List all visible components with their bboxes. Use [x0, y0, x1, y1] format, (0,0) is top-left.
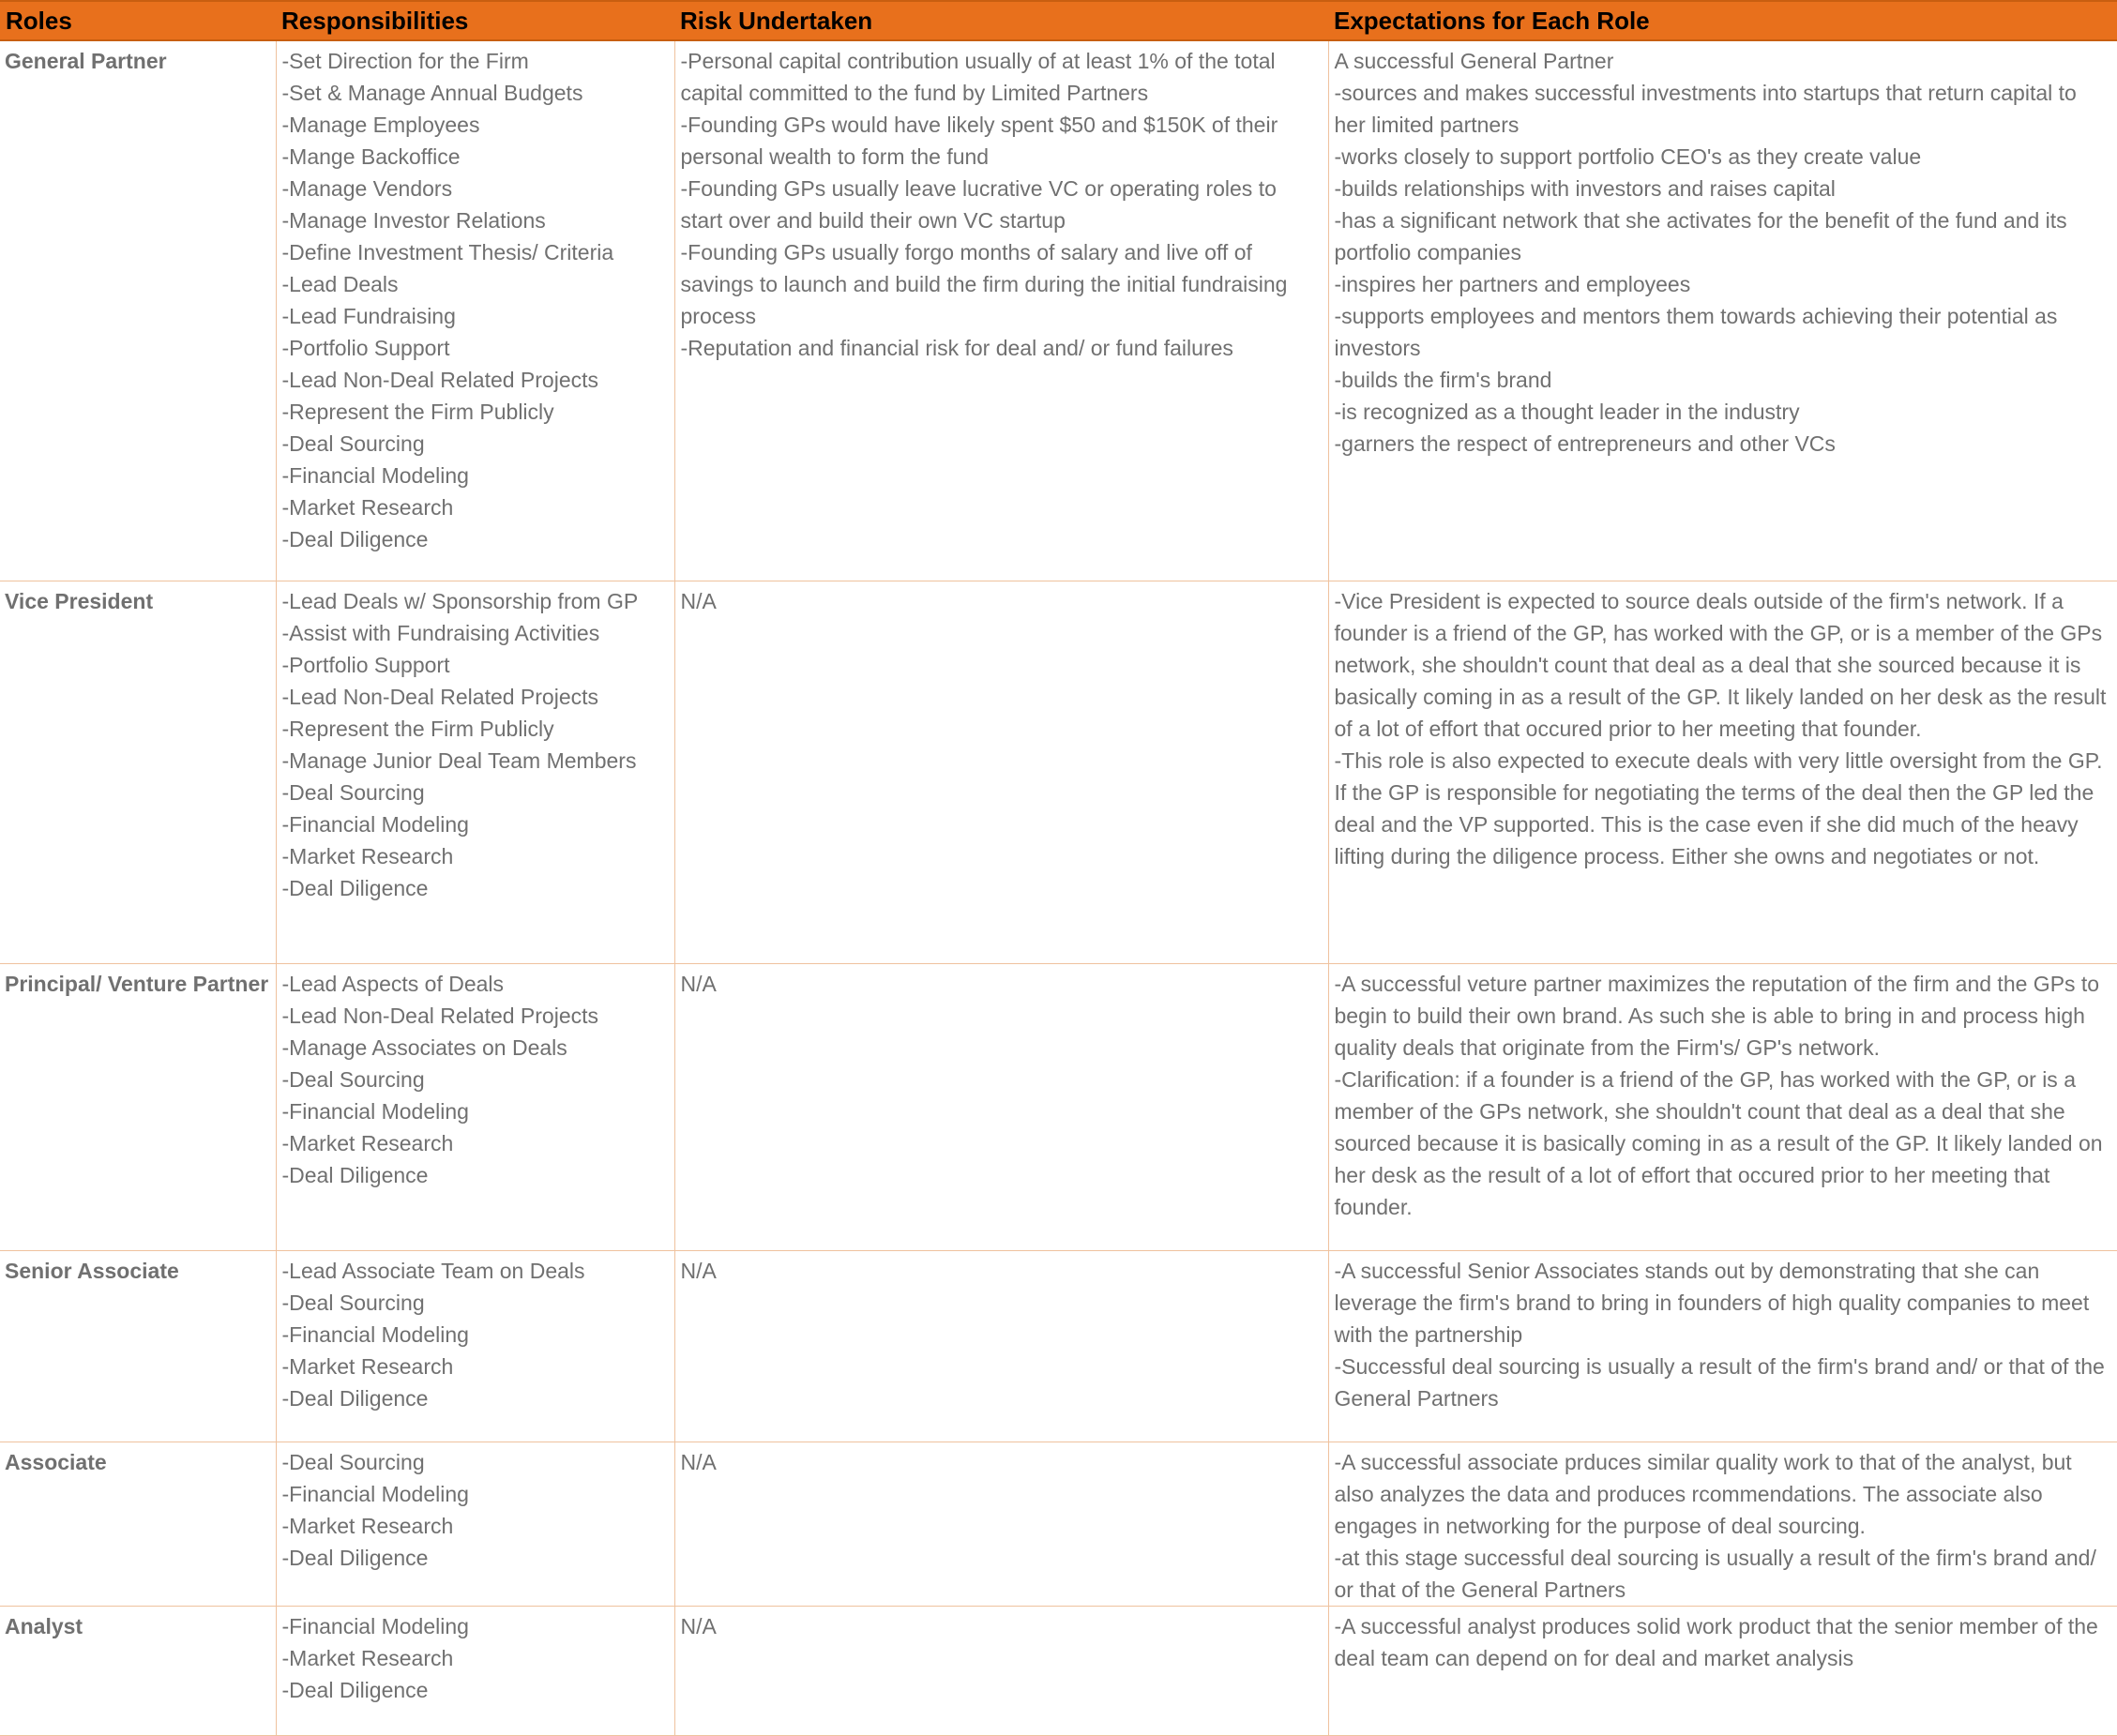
expectation-item: -inspires her partners and employees	[1334, 272, 1691, 296]
responsibilities-cell[interactable]	[276, 40, 674, 581]
header-row	[0, 1, 2117, 40]
responsibility-item: -Set & Manage Annual Budgets	[281, 81, 583, 105]
responsibility-item: -Deal Diligence	[281, 1677, 429, 1702]
responsibility-item: -Portfolio Support	[281, 652, 450, 677]
risk-item: N/A	[680, 588, 717, 613]
responsibility-item: -Financial Modeling	[281, 811, 469, 837]
expectation-item: -A successful veture partner maximizes the reputation of the firm and the GPs to begin to build their own brand. As such she is able to bring in and process high quality deals that originate from the Firm's/ GP's network.	[1334, 971, 2100, 1060]
role-cell[interactable]: Analyst	[0, 1606, 276, 1735]
responsibility-item: -Lead Deals w/ Sponsorship from GP	[281, 588, 639, 613]
responsibility-item: -Represent the Firm Publicly	[281, 400, 554, 424]
role-cell[interactable]: Senior Associate	[0, 1250, 276, 1442]
role-cell[interactable]: Principal/ Venture Partner	[0, 963, 276, 1250]
responsibility-item: -Lead Deals	[281, 272, 399, 296]
responsibility-item: -Deal Diligence	[281, 1545, 429, 1570]
expectation-item: -Vice President is expected to source deals outside of the firm's network. If a founder is a friend of the GP, has worked with the GP, or is a member of the GPs network, she shouldn't count that deal as a deal that she sourced because it is basically coming in as a result of the GP. It likely landed on her desk as the result of a lot of effort that occured prior to her meeting that founder.	[1334, 588, 2107, 741]
expectation-item: -A successful Senior Associates stands out by demonstrating that she can leverage the firm's brand to bring in founders of high quality companies to meet with the partnership	[1334, 1258, 2090, 1347]
responsibility-item: -Market Research	[281, 1513, 454, 1538]
table-row	[0, 1442, 2117, 1606]
header-expectations[interactable]: Expectations for Each Role	[1328, 1, 2117, 40]
responsibility-item: -Deal Diligence	[281, 1385, 429, 1411]
responsibility-item: -Market Research	[281, 1645, 454, 1670]
responsibility-item: -Deal Sourcing	[281, 1290, 425, 1315]
header-roles[interactable]: Roles	[0, 1, 276, 40]
expectations-cell[interactable]	[1328, 1250, 2117, 1442]
responsibilities-cell[interactable]	[276, 963, 674, 1250]
expectation-item: -works closely to support portfolio CEO's as they create value	[1334, 144, 1922, 169]
expectation-item: -A successful analyst produces solid work product that the senior member of the deal team can depend on for deal and market analysis	[1334, 1613, 2098, 1670]
responsibility-item: -Financial Modeling	[281, 1321, 469, 1347]
responsibility-item: -Portfolio Support	[281, 336, 450, 360]
role-cell[interactable]: General Partner	[0, 40, 276, 581]
responsibility-item: -Market Research	[281, 495, 454, 520]
expectation-item: -Successful deal sourcing is usually a result of the firm's brand and/ or that of the General Partners	[1334, 1353, 2105, 1411]
responsibility-item: -Define Investment Thesis/ Criteria	[281, 240, 614, 264]
risk-item: -Founding GPs usually forgo months of salary and live off of savings to launch and build the firm during the initial fundraising process	[680, 240, 1288, 328]
expectation-item: -sources and makes successful investments into startups that return capital to her limited partners	[1334, 81, 2077, 137]
responsibility-item: -Manage Investor Relations	[281, 208, 546, 233]
responsibility-item: -Deal Sourcing	[281, 779, 425, 805]
responsibility-item: -Lead Aspects of Deals	[281, 971, 505, 996]
responsibility-item: -Financial Modeling	[281, 463, 469, 488]
expectations-cell[interactable]	[1328, 963, 2117, 1250]
risk-item: -Personal capital contribution usually of at least 1% of the total capital committed to the fund by Limited Partners	[680, 49, 1276, 105]
responsibilities-cell[interactable]	[276, 1250, 674, 1442]
risk-item: -Founding GPs usually leave lucrative VC or operating roles to start over and build their own VC startup	[680, 176, 1277, 233]
table-row	[0, 1606, 2117, 1735]
expectations-cell[interactable]	[1328, 1442, 2117, 1606]
table-row	[0, 40, 2117, 581]
risk-cell[interactable]	[674, 40, 1328, 581]
header-responsibilities[interactable]: Responsibilities	[276, 1, 674, 40]
table-row	[0, 581, 2117, 963]
expectation-item: A successful General Partner	[1334, 49, 1614, 73]
responsibility-item: -Lead Non-Deal Related Projects	[281, 684, 599, 709]
role-cell[interactable]: Associate	[0, 1442, 276, 1606]
risk-item: N/A	[680, 1449, 717, 1474]
responsibility-item: -Deal Diligence	[281, 1162, 429, 1187]
risk-cell[interactable]	[674, 1250, 1328, 1442]
risk-cell[interactable]	[674, 963, 1328, 1250]
table-row	[0, 963, 2117, 1250]
responsibility-item: -Manage Vendors	[281, 176, 453, 201]
risk-item: -Founding GPs would have likely spent $50 and $150K of their personal wealth to form the fund	[680, 113, 1278, 169]
expectation-item: -A successful associate prduces similar quality work to that of the analyst, but also analyzes the data and produces rcommendations. The associate also engages in networking for the purpose of deal sourcing.	[1334, 1449, 2072, 1538]
risk-item: N/A	[680, 971, 717, 996]
responsibility-item: -Market Research	[281, 843, 454, 868]
responsibilities-cell[interactable]	[276, 1442, 674, 1606]
risk-cell[interactable]	[674, 1606, 1328, 1735]
responsibility-item: -Manage Associates on Deals	[281, 1034, 567, 1060]
table-body	[0, 40, 2117, 1735]
responsibilities-cell[interactable]	[276, 581, 674, 963]
responsibility-item: -Lead Associate Team on Deals	[281, 1258, 585, 1283]
expectation-item: -Clarification: if a founder is a friend of the GP, has worked with the GP, or is a member of the GPs network, she shouldn't count that deal as a deal that she sourced because it is basically coming in as a result of the GP. It likely landed on her desk as the result of a lot of effort that occured prior to her meeting that founder.	[1334, 1066, 2103, 1219]
expectations-cell[interactable]	[1328, 581, 2117, 963]
responsibility-item: -Set Direction for the Firm	[281, 49, 529, 73]
responsibilities-cell[interactable]	[276, 1606, 674, 1735]
responsibility-item: -Market Research	[281, 1130, 454, 1155]
responsibility-item: -Represent the Firm Publicly	[281, 716, 554, 741]
responsibility-item: -Manage Employees	[281, 113, 480, 137]
expectation-item: -garners the respect of entrepreneurs and other VCs	[1334, 431, 1836, 456]
responsibility-item: -Financial Modeling	[281, 1613, 469, 1638]
risk-cell[interactable]	[674, 581, 1328, 963]
expectation-item: -builds relationships with investors and raises capital	[1334, 176, 1836, 201]
risk-item: N/A	[680, 1258, 717, 1283]
responsibility-item: -Lead Non-Deal Related Projects	[281, 368, 599, 392]
responsibility-item: -Lead Non-Deal Related Projects	[281, 1003, 599, 1028]
responsibility-item: -Deal Sourcing	[281, 1449, 425, 1474]
role-cell[interactable]: Vice President	[0, 581, 276, 963]
expectation-item: -supports employees and mentors them towards achieving their potential as investors	[1334, 304, 2058, 360]
responsibility-item: -Deal Diligence	[281, 527, 429, 551]
risk-item: -Reputation and financial risk for deal and/ or fund failures	[680, 336, 1233, 360]
responsibility-item: -Deal Diligence	[281, 875, 429, 900]
expectation-item: -at this stage successful deal sourcing is usually a result of the firm's brand and/ or that of the General Partners	[1334, 1545, 2096, 1602]
expectation-item: -has a significant network that she activates for the benefit of the fund and its portfolio companies	[1334, 208, 2067, 264]
responsibility-item: -Deal Sourcing	[281, 431, 425, 456]
table-row	[0, 1250, 2117, 1442]
responsibility-item: -Manage Junior Deal Team Members	[281, 747, 637, 773]
risk-item: N/A	[680, 1613, 717, 1638]
responsibility-item: -Financial Modeling	[281, 1098, 469, 1124]
expectation-item: -This role is also expected to execute deals with very little oversight from the GP. If the GP is responsible for negotiating the terms of the deal then the GP led the deal and the VP supported. This is the case even if she did much of the heavy lifting during the diligence process. Either she owns and negotiates or not.	[1334, 747, 2103, 868]
expectations-cell[interactable]	[1328, 40, 2117, 581]
responsibility-item: -Deal Sourcing	[281, 1066, 425, 1092]
responsibility-item: -Assist with Fundraising Activities	[281, 620, 600, 645]
header-risk-undertaken[interactable]: Risk Undertaken	[674, 1, 1328, 40]
risk-cell[interactable]	[674, 1442, 1328, 1606]
expectations-cell[interactable]	[1328, 1606, 2117, 1735]
expectation-item: -is recognized as a thought leader in the industry	[1334, 400, 1800, 424]
responsibility-item: -Lead Fundraising	[281, 304, 456, 328]
responsibility-item: -Financial Modeling	[281, 1481, 469, 1506]
expectation-item: -builds the firm's brand	[1334, 368, 1552, 392]
responsibility-item: -Mange Backoffice	[281, 144, 461, 169]
responsibility-item: -Market Research	[281, 1353, 454, 1379]
